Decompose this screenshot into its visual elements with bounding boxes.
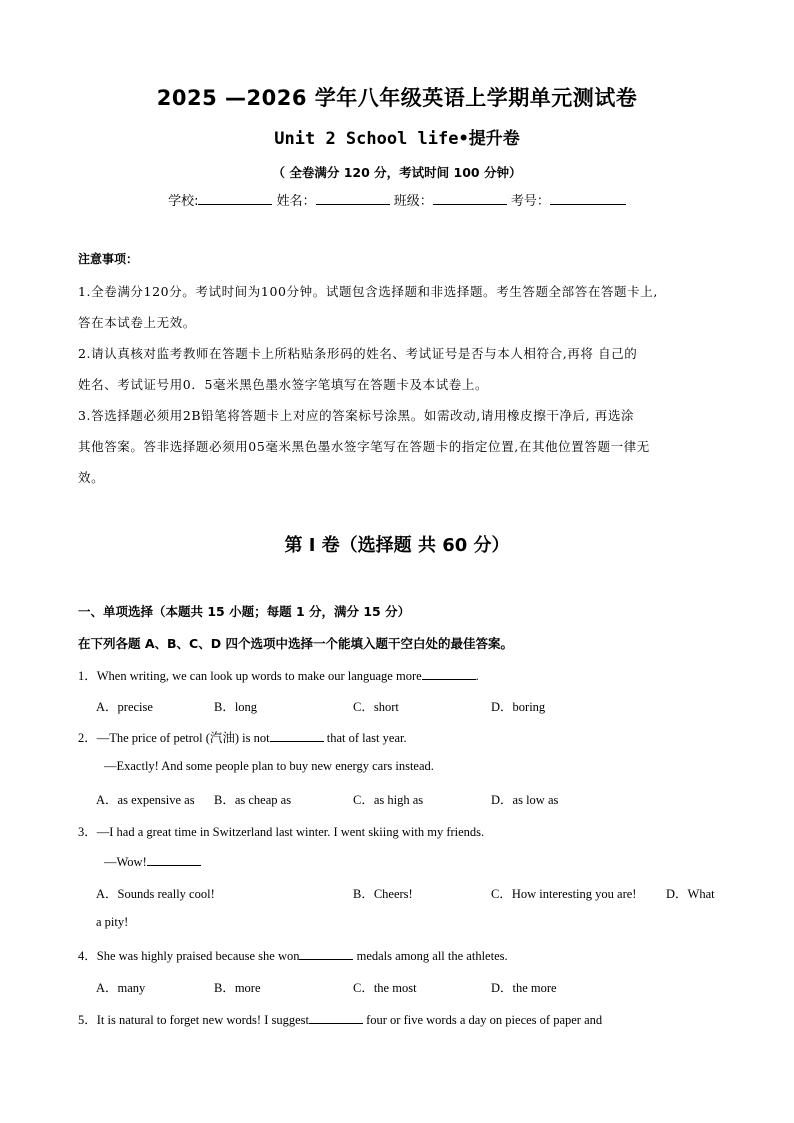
school-blank	[198, 190, 272, 205]
part-instruction: 在下列各题 A、B、C、D 四个选项中选择一个能填入题干空白处的最佳答案。	[78, 636, 513, 651]
exam-number-blank	[550, 190, 626, 205]
question-2-reply: —Exactly! And some people plan to buy new energy cars instead.	[104, 759, 434, 773]
answer-blank	[422, 667, 476, 680]
exam-subtitle: Unit 2 School life•提升卷	[274, 129, 520, 149]
option-d-wrap: a pity!	[96, 915, 129, 929]
section-title: 第 I 卷（选择题 共 60 分）	[284, 535, 510, 556]
answer-blank	[309, 1011, 363, 1024]
note-line: 2.请认真核对监考教师在答题卡上所粘贴条形码的姓名、考试证号是否与本人相符合,再将 自己的	[78, 346, 638, 361]
option-d: D．as low as	[491, 793, 559, 807]
answer-blank	[270, 729, 324, 742]
question-1-stem: 1．When writing, we can look up words to make our language more .	[78, 669, 479, 683]
option-d: D．boring	[491, 700, 546, 714]
notes-heading: 注意事项：	[78, 252, 139, 266]
student-info-line	[0, 190, 794, 209]
name-blank	[316, 190, 390, 205]
question-3-reply: —Wow!	[104, 853, 201, 870]
class-blank	[433, 190, 507, 205]
note-line: 其他答案。答非选择题必须用05毫米黑色墨水签字笔写在答题卡的指定位置,在其他位置答题一律无	[78, 439, 650, 454]
name-label: 姓名：	[276, 194, 316, 209]
school-label: 学校:	[168, 194, 199, 209]
note-line: 1.全卷满分120分。考试时间为100分钟。试题包含选择题和非选择题。考生答题全部答在答题卡上,	[78, 284, 658, 299]
option-d: D．What	[666, 887, 715, 901]
option-d: D．the more	[491, 981, 557, 995]
option-a: A．Sounds really cool!	[96, 887, 215, 901]
option-a: A．many	[96, 981, 146, 995]
answer-blank	[299, 947, 353, 960]
class-label: 班级：	[393, 194, 433, 209]
part-heading: 一、单项选择（本题共 15 小题；每题 1 分，满分 15 分）	[78, 604, 411, 619]
option-a: A．as expensive as	[96, 793, 195, 807]
question-4-stem: 4．She was highly praised because she won medals among all the athletes.	[78, 949, 508, 963]
exam-number-label: 考号：	[510, 194, 550, 209]
option-b: B．Cheers!	[353, 887, 413, 901]
option-b: B．more	[214, 981, 261, 995]
note-line: 姓名、考试证号用0．5毫米黑色墨水签字笔填写在答题卡及本试卷上。	[78, 377, 489, 392]
score-time-line: （ 全卷满分 120 分，考试时间 100 分钟）	[272, 165, 522, 180]
exam-title: 2025 —2026 学年八年级英语上学期单元测试卷	[156, 86, 638, 110]
note-line: 3.答选择题必须用2B铅笔将答题卡上对应的答案标号涂黑。如需改动,请用橡皮擦干净后, 再选涂	[78, 408, 635, 423]
option-b: B．as cheap as	[214, 793, 292, 807]
question-5-stem: 5．It is natural to forget new words! I suggest four or five words a day on pieces of paper and	[78, 1013, 603, 1027]
option-a: A．precise	[96, 700, 153, 714]
question-3-stem: 3．—I had a great time in Switzerland last winter. I went skiing with my friends.	[78, 825, 485, 839]
option-c: C．the most	[353, 981, 417, 995]
answer-blank	[147, 853, 201, 866]
option-b: B．long	[214, 700, 258, 714]
note-line: 效。	[78, 470, 105, 485]
option-c: C．as high as	[353, 793, 424, 807]
question-2-stem: 2．—The price of petrol (汽油) is not that of last year.	[78, 731, 407, 745]
option-c: C．short	[353, 700, 399, 714]
note-line: 答在本试卷上无效。	[78, 315, 196, 330]
option-c: C．How interesting you are!	[491, 887, 637, 901]
